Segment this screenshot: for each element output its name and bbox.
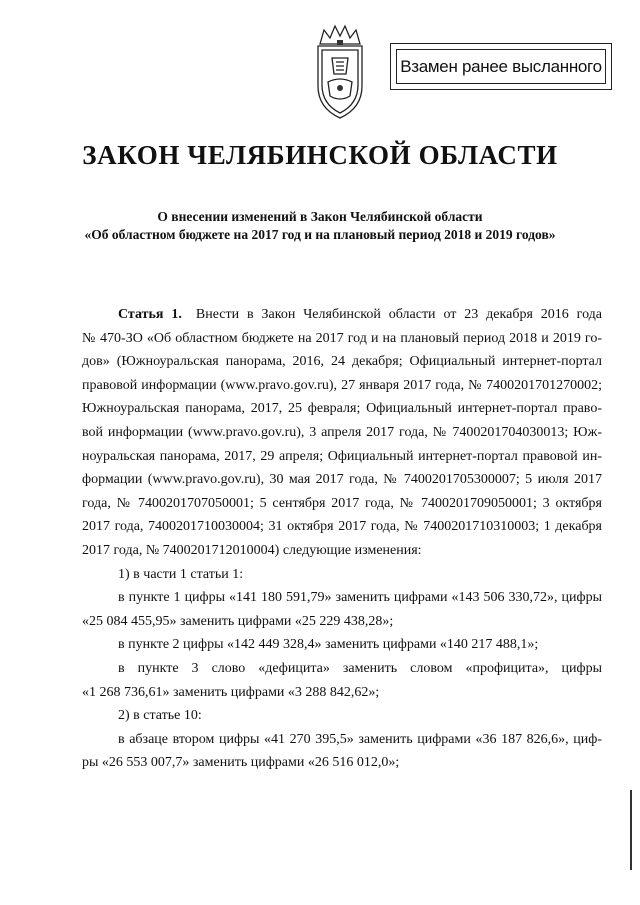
item-paragraph-line: в пункте 2 цифры «142 449 328,4» заменить цифрами «140 217 488,1»; — [118, 637, 539, 653]
item-paragraph-line: «25 084 455,95» заменить цифрами «25 229 438,28»; — [82, 613, 394, 629]
coat-of-arms-emblem — [306, 22, 374, 122]
law-title: ЗАКОН ЧЕЛЯБИНСКОЙ ОБЛАСТИ — [82, 140, 558, 170]
article-text-line: года, № 7400201707050001; 5 сентября 2017 года, № 7400201709050001; 3 октября — [82, 495, 602, 511]
subtitle-line: О внесении изменений в Закон Челябинской области — [157, 209, 483, 224]
article-first-line — [82, 303, 602, 327]
article-text-line: ноуральская панорама, 2017, 29 апреля; Официальный интернет-портал правовой ин- — [82, 448, 602, 464]
article-text-line: вой информации (www.pravo.gov.ru), 3 апреля 2017 года, № 7400201704030013; Юж- — [82, 424, 602, 440]
law-body — [82, 303, 602, 775]
item-paragraph-line: «1 268 736,61» заменить цифрами «3 288 842,62»; — [82, 684, 380, 700]
article-text-line: № 470-ЗО «Об областном бюджете на 2017 год и на плановый период 2018 и 2019 го- — [82, 330, 602, 346]
article-label: Статья 1. — [118, 307, 182, 322]
item-paragraph-line: в пункте 1 цифры «141 180 591,79» заменить цифрами «143 506 330,72», цифры — [118, 590, 602, 606]
item-paragraph-line: ры «26 553 007,7» заменить цифрами «26 516 012,0»; — [82, 755, 400, 771]
article-text-line: формации (www.pravo.gov.ru), 30 мая 2017 года, № 7400201705300007; 5 июля 2017 — [82, 472, 602, 488]
law-subtitle — [0, 208, 640, 244]
article-text-line: Южноуральская панорама, 2017, 25 февраля; Официальный интернет-портал право- — [82, 401, 602, 417]
article-text-line: правовой информации (www.pravo.gov.ru), 27 января 2017 года, № 7400201701270002; — [82, 377, 602, 393]
article-text-line: дов» (Южноуральская панорама, 2016, 24 декабря; Официальный интернет-портал — [82, 354, 602, 370]
article-text: Внести в Закон Челябинской области от 23 декабря 2016 года — [195, 307, 603, 322]
stamp-text: Взамен ранее высланного — [396, 49, 606, 84]
item-paragraph-line: в абзаце втором цифры «41 270 395,5» заменить цифрами «36 187 826,6», циф- — [118, 731, 602, 747]
item-heading: 1) в части 1 статьи 1: — [118, 566, 244, 582]
item-paragraph-line: в пункте 3 слово «дефицита» заменить словом «профицита», цифры — [118, 660, 602, 676]
subtitle-line: «Об областном бюджете на 2017 год и на плановый период 2018 и 2019 годов» — [84, 227, 556, 242]
scan-edge-line — [630, 790, 632, 870]
article-text-line: 2017 года, № 7400201712010004) следующие изменения: — [82, 542, 422, 558]
replacement-stamp — [390, 43, 612, 90]
item-heading: 2) в статье 10: — [118, 708, 202, 724]
article-text-line: 2017 года, 7400201710030004; 31 октября 2017 года, № 7400201710310003; 1 декабря — [82, 519, 602, 535]
